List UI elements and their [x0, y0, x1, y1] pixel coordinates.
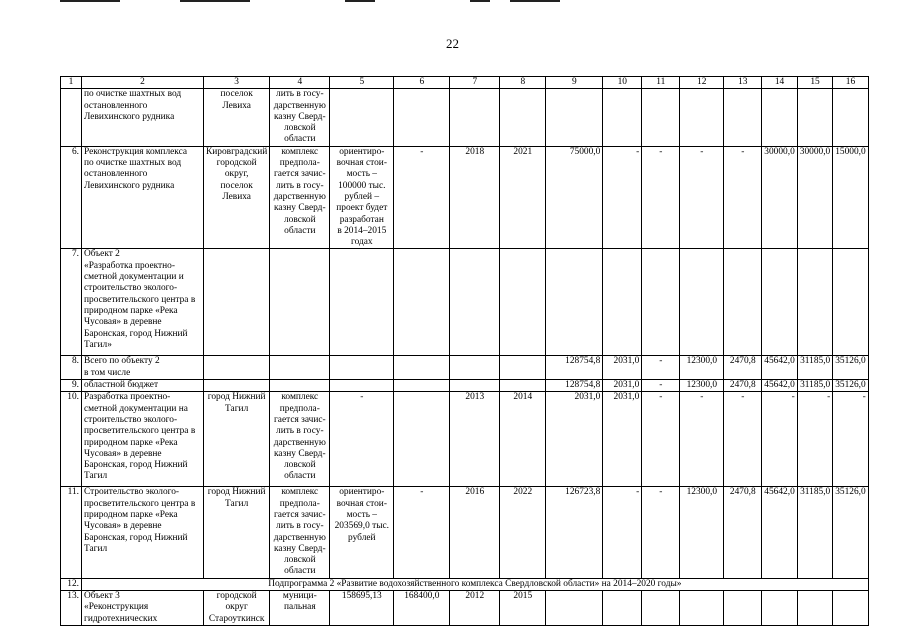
cell-c9	[546, 89, 603, 146]
cell-c10	[603, 89, 642, 146]
cell-c10: 2031,0	[603, 392, 642, 487]
cell-c5	[330, 89, 394, 146]
cell-c6	[394, 249, 450, 356]
cell-c14	[762, 591, 797, 626]
cell-c8: 2014	[500, 392, 546, 487]
cell-c6	[394, 392, 450, 487]
cell-c14: -	[762, 392, 797, 487]
cell-c5: -	[330, 392, 394, 487]
cell-c14	[762, 89, 797, 146]
cell-c4: лить в госу- дарственную казну Сверд- ловской области	[270, 89, 330, 146]
cell-c6: -	[394, 487, 450, 578]
cell-c11	[642, 591, 680, 626]
cell-c5	[330, 249, 394, 356]
cell-c7: 2013	[450, 392, 500, 487]
cell-index	[61, 89, 82, 146]
cell-c8	[500, 380, 546, 392]
table-row	[61, 591, 869, 626]
column-number: 7	[450, 77, 500, 89]
cell-c7	[450, 249, 500, 356]
table-row	[61, 487, 869, 578]
top-edge-mark	[510, 0, 560, 2]
cell-c8	[500, 89, 546, 146]
cell-c2: Всего по объекту 2 в том числе	[82, 356, 204, 380]
cell-c12: -	[680, 392, 724, 487]
cell-c5: ориентиро- вочная стои- мость – 203569,0 тыс. рублей	[330, 487, 394, 578]
cell-c15	[797, 89, 832, 146]
cell-c16	[833, 89, 868, 146]
cell-c16: -	[833, 392, 868, 487]
cell-c11: -	[642, 380, 680, 392]
cell-c8: 2022	[500, 487, 546, 578]
cell-c2: Разработка проектно- сметной документации на строительство эколого- просветительского центра в природном парке «Река Чусовая» в деревне Баронская, город Нижний Тагил	[82, 392, 204, 487]
cell-c12	[680, 89, 724, 146]
cell-c15: 31185,0	[797, 356, 832, 380]
column-number: 1	[61, 77, 82, 89]
cell-c9: 75000,0	[546, 146, 603, 249]
cell-c11: -	[642, 356, 680, 380]
column-number: 14	[762, 77, 797, 89]
table-row	[61, 380, 869, 392]
cell-c9: 2031,0	[546, 392, 603, 487]
cell-c8	[500, 356, 546, 380]
cell-c8	[500, 249, 546, 356]
cell-c13: 2470,8	[724, 380, 762, 392]
cell-c9	[546, 591, 603, 626]
cell-c5	[330, 356, 394, 380]
cell-index: 11.	[61, 487, 82, 578]
cell-c6	[394, 380, 450, 392]
subprogram-title: Подпрограмма 2 «Развитие водохозяйственного комплекса Свердловской области» на 2014–2020 годы»	[82, 578, 869, 590]
cell-c13: -	[724, 392, 762, 487]
cell-c13	[724, 591, 762, 626]
cell-c4: комплекс предпола- гается зачис- лить в госу- дарственную казну Сверд- ловской области	[270, 487, 330, 578]
cell-c4	[270, 356, 330, 380]
cell-c9	[546, 249, 603, 356]
cell-c12: 12300,0	[680, 487, 724, 578]
cell-c4: комплекс предпола- гается зачис- лить в госу- дарственную казну Сверд- ловской области	[270, 146, 330, 249]
cell-c13: 2470,8	[724, 356, 762, 380]
cell-c9: 128754,8	[546, 380, 603, 392]
cell-c7: 2012	[450, 591, 500, 626]
column-number: 9	[546, 77, 603, 89]
cell-c9: 126723,8	[546, 487, 603, 578]
cell-c14: 45642,0	[762, 380, 797, 392]
cell-c4: комплекс предпола- гается зачис- лить в госу- дарственную казну Сверд- ловской области	[270, 392, 330, 487]
cell-c2: областной бюджет	[82, 380, 204, 392]
cell-c12: 12300,0	[680, 380, 724, 392]
cell-c16: 35126,0	[833, 487, 868, 578]
cell-c12	[680, 249, 724, 356]
top-edge-mark	[180, 0, 250, 2]
table-row	[61, 249, 869, 356]
cell-c5	[330, 380, 394, 392]
cell-c5: 158695,13	[330, 591, 394, 626]
column-number: 15	[797, 77, 832, 89]
top-edge-mark	[60, 0, 120, 2]
cell-c3: городской округ Староуткинск	[204, 591, 270, 626]
cell-c5: ориентиро- вочная стои- мость – 100000 тыс. рублей – проект будет разработан в 2014–2015 годах	[330, 146, 394, 249]
cell-c4	[270, 249, 330, 356]
cell-index: 9.	[61, 380, 82, 392]
cell-index: 13.	[61, 591, 82, 626]
cell-c13	[724, 89, 762, 146]
cell-c3	[204, 380, 270, 392]
column-number: 10	[603, 77, 642, 89]
cell-c3: Кировградский городской округ, поселок Левиха	[204, 146, 270, 249]
cell-index: 12.	[61, 578, 82, 590]
column-number: 3	[204, 77, 270, 89]
column-number: 8	[500, 77, 546, 89]
cell-c15: -	[797, 392, 832, 487]
cell-c2: Объект 3 «Реконструкция гидротехнических	[82, 591, 204, 626]
cell-c10	[603, 591, 642, 626]
column-number-row	[61, 77, 869, 89]
table-row	[61, 89, 869, 146]
cell-c12: 12300,0	[680, 356, 724, 380]
cell-c9: 128754,8	[546, 356, 603, 380]
cell-c16	[833, 591, 868, 626]
cell-c2: Реконструкция комплекса по очистке шахтных вод остановленного Левихинского рудника	[82, 146, 204, 249]
cell-c3	[204, 356, 270, 380]
cell-c4	[270, 380, 330, 392]
cell-index: 8.	[61, 356, 82, 380]
cell-c10: 2031,0	[603, 380, 642, 392]
cell-c2: по очистке шахтных вод остановленного Левихинского рудника	[82, 89, 204, 146]
table-row	[61, 146, 869, 249]
cell-c7: 2016	[450, 487, 500, 578]
cell-c8: 2021	[500, 146, 546, 249]
table-row	[61, 356, 869, 380]
cell-c16: 15000,0	[833, 146, 868, 249]
column-number: 11	[642, 77, 680, 89]
cell-c14: 45642,0	[762, 356, 797, 380]
cell-c10	[603, 249, 642, 356]
cell-c10: -	[603, 487, 642, 578]
cell-c13	[724, 249, 762, 356]
subprogram-row	[61, 578, 869, 590]
cell-c7	[450, 356, 500, 380]
cell-c15: 30000,0	[797, 146, 832, 249]
cell-c14: 30000,0	[762, 146, 797, 249]
cell-c12	[680, 591, 724, 626]
cell-c12: -	[680, 146, 724, 249]
cell-c4: муници- пальная	[270, 591, 330, 626]
cell-c6	[394, 89, 450, 146]
table-row	[61, 392, 869, 487]
cell-c14: 45642,0	[762, 487, 797, 578]
cell-c3: поселок Левиха	[204, 89, 270, 146]
cell-c7	[450, 380, 500, 392]
cell-c3: город Нижний Тагил	[204, 487, 270, 578]
page-number: 22	[446, 36, 459, 51]
cell-c11	[642, 249, 680, 356]
column-number: 16	[833, 77, 868, 89]
cell-c16: 35126,0	[833, 356, 868, 380]
cell-c15: 31185,0	[797, 380, 832, 392]
cell-index: 10.	[61, 392, 82, 487]
cell-c7	[450, 89, 500, 146]
column-number: 13	[724, 77, 762, 89]
cell-c15: 31185,0	[797, 487, 832, 578]
cell-c3: город Нижний Тагил	[204, 392, 270, 487]
cell-c10: 2031,0	[603, 356, 642, 380]
column-number: 2	[82, 77, 204, 89]
cell-c15	[797, 591, 832, 626]
column-number: 4	[270, 77, 330, 89]
cell-c3	[204, 249, 270, 356]
cell-c11	[642, 89, 680, 146]
cell-c13: -	[724, 146, 762, 249]
column-number: 6	[394, 77, 450, 89]
column-number: 12	[680, 77, 724, 89]
top-edge-mark	[470, 0, 490, 2]
data-table	[60, 76, 869, 626]
cell-c15	[797, 249, 832, 356]
top-edge-mark	[345, 0, 375, 2]
cell-c16	[833, 249, 868, 356]
cell-c2: Строительство эколого- просветительского центра в природном парке «Река Чусовая» в деревне Баронская, город Нижний Тагил	[82, 487, 204, 578]
column-number: 5	[330, 77, 394, 89]
cell-c7: 2018	[450, 146, 500, 249]
cell-c14	[762, 249, 797, 356]
cell-c11: -	[642, 487, 680, 578]
cell-c11: -	[642, 146, 680, 249]
cell-c6: -	[394, 146, 450, 249]
cell-c2: Объект 2 «Разработка проектно- сметной документации и строительство эколого- просветительского центра в природном парке «Река Чусовая» в деревне Баронская, город Нижний Тагил»	[82, 249, 204, 356]
cell-c8: 2015	[500, 591, 546, 626]
cell-index: 6.	[61, 146, 82, 249]
cell-c16: 35126,0	[833, 380, 868, 392]
cell-c6: 168400,0	[394, 591, 450, 626]
cell-c13: 2470,8	[724, 487, 762, 578]
cell-c11: -	[642, 392, 680, 487]
cell-index: 7.	[61, 249, 82, 356]
cell-c6	[394, 356, 450, 380]
cell-c10: -	[603, 146, 642, 249]
